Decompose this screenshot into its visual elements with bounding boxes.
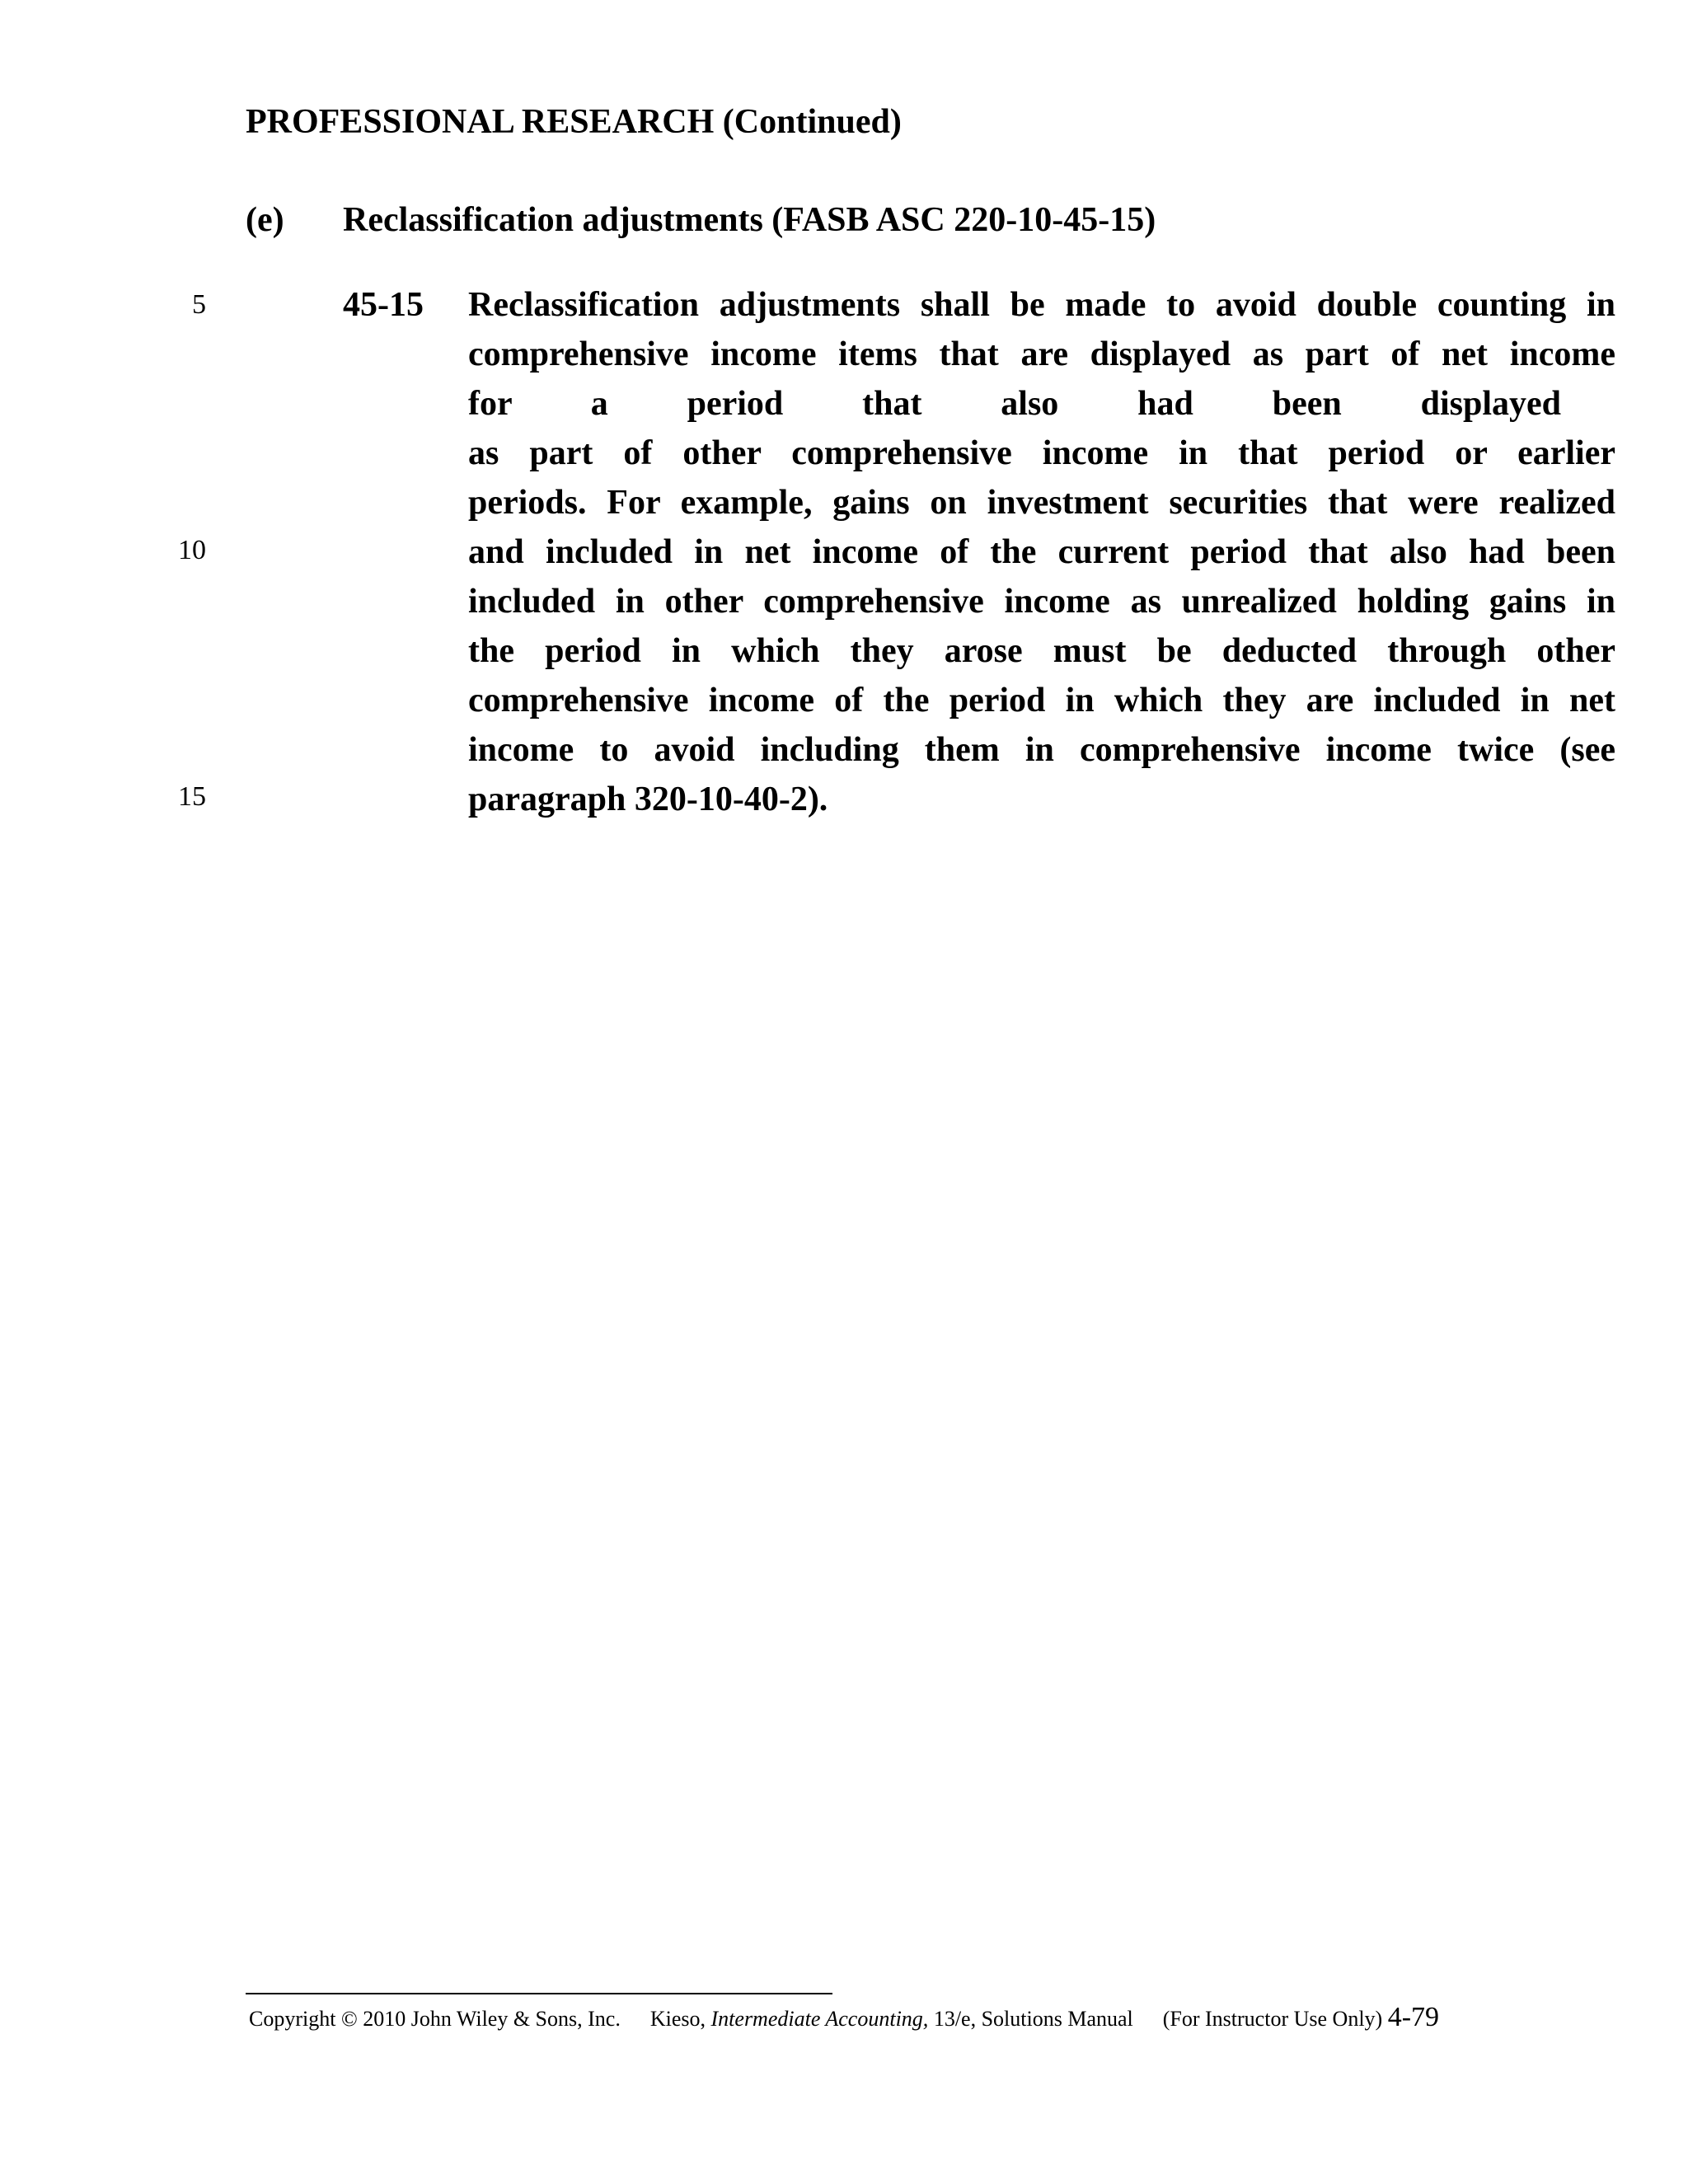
page-number: 4-79 [1387,2002,1440,2032]
paragraph-line: the period in which they arose must be deducted through other [468,632,1615,670]
paragraph-line: comprehensive income items that are displayed as part of net income [468,335,1615,373]
paragraph-line: as part of other comprehensive income in that period or earlier [468,434,1615,472]
footer-edition: 13/e, Solutions Manual [928,2007,1133,2031]
paragraph-number: 45-15 [343,286,424,324]
paragraph-line: income to avoid including them in comprehensive income twice (see [468,731,1615,769]
footer-author: Kieso, [649,2007,711,2031]
paragraph-line: Reclassification adjustments shall be made to avoid double counting in [468,286,1615,324]
line-number: 10 [178,535,206,565]
part-label: (e) [246,201,284,239]
part-title: Reclassification adjustments (FASB ASC 220-10-45-15) [343,201,1156,239]
footer-rule [246,1993,832,1994]
footer-usage: (For Instructor Use Only) [1162,2007,1383,2031]
section-heading: PROFESSIONAL RESEARCH (Continued) [246,103,902,141]
footer-copyright: Copyright © 2010 John Wiley & Sons, Inc. [249,2007,621,2031]
paragraph-line: comprehensive income of the period in which they are included in net [468,682,1615,719]
footer [249,2001,1439,2036]
paragraph-line: and included in net income of the current period that also had been [468,533,1615,571]
paragraph-line: included in other comprehensive income as unrealized holding gains in [468,583,1615,621]
line-number: 15 [178,781,206,812]
paragraph-line: paragraph 320-10-40-2). [468,780,828,818]
paragraph-body [468,280,1615,824]
line-number: 5 [192,289,206,320]
paragraph-line: for a period that also had been displayed [468,385,1561,423]
paragraph-line: periods. For example, gains on investment securities that were realized [468,484,1615,522]
footer-book-title: Intermediate Accounting, [710,2007,929,2031]
